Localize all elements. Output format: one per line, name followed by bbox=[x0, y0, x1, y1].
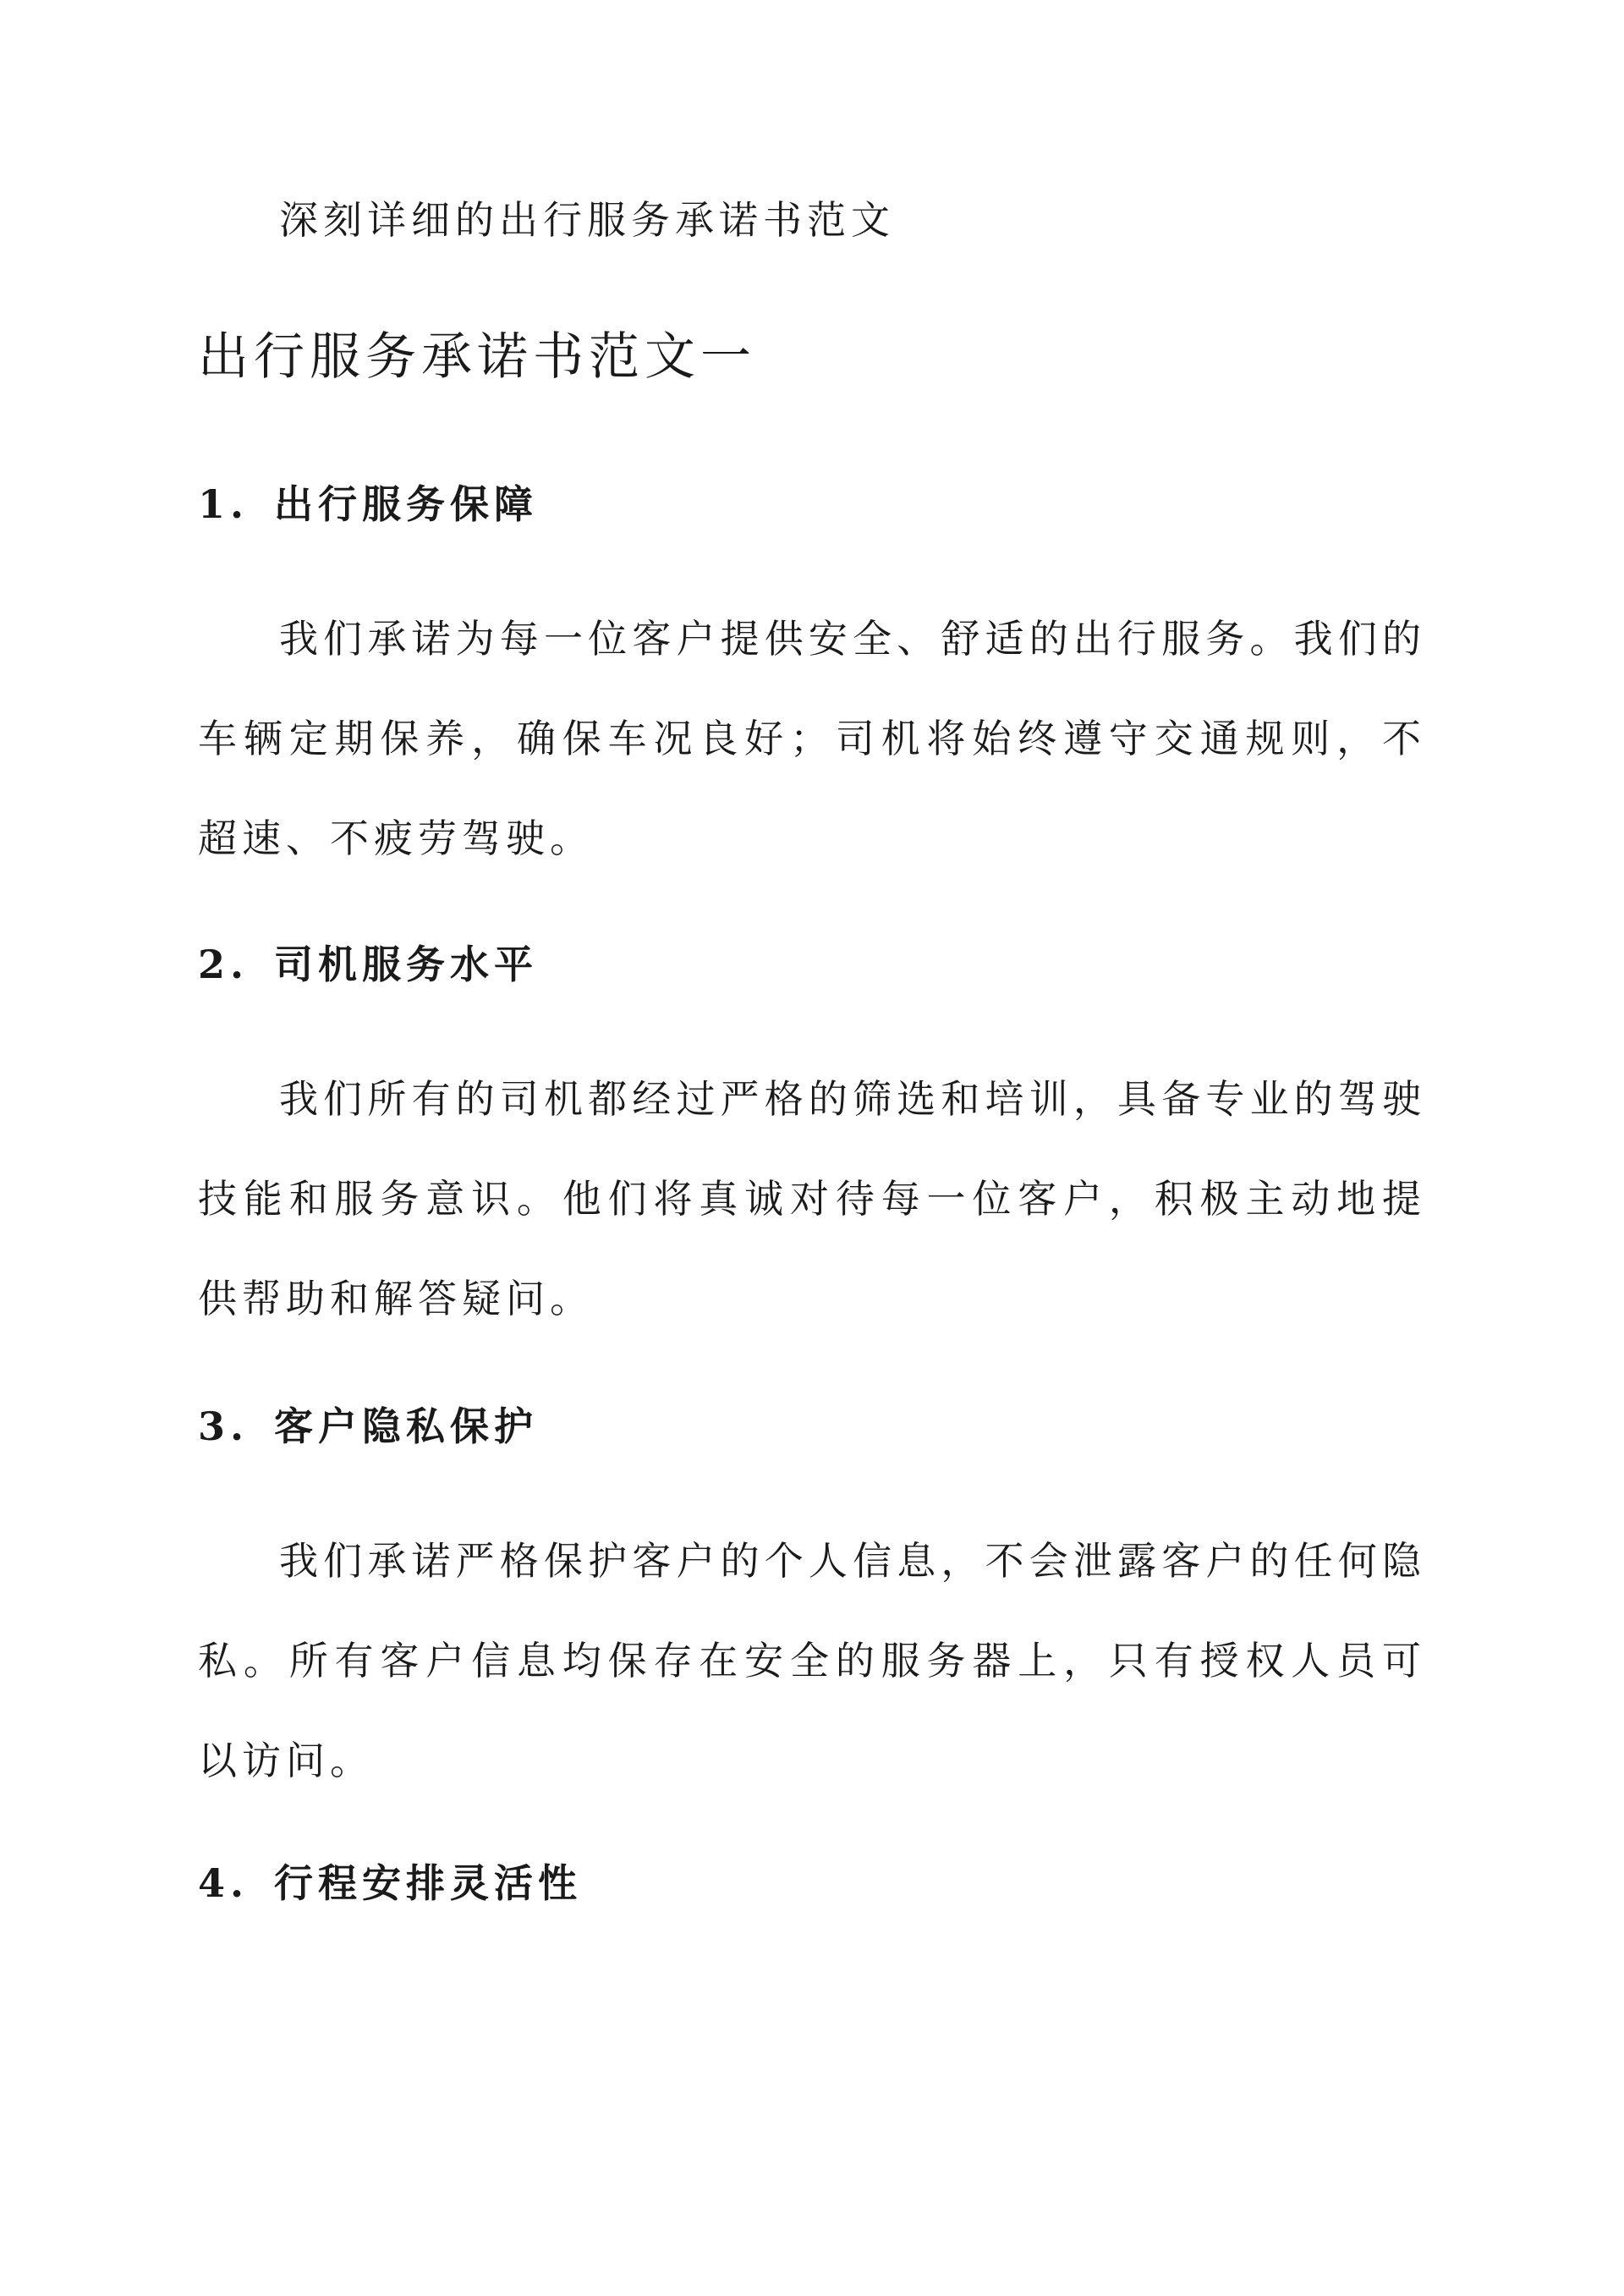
section-title: 司机服务水平 bbox=[274, 942, 538, 987]
section-1 bbox=[198, 479, 1426, 888]
section-title: 出行服务保障 bbox=[274, 481, 538, 527]
section-heading bbox=[198, 939, 1426, 990]
section-2 bbox=[198, 939, 1426, 1348]
section-body: 我们承诺为每一位客户提供安全、舒适的出行服务。我们的车辆定期保养，确保车况良好；司机将始终遵守交通规则，不超速、不疲劳驾驶。 bbox=[198, 616, 1426, 861]
section-number: 2. bbox=[198, 942, 250, 987]
section-number: 4. bbox=[198, 1860, 250, 1906]
section-number: 1. bbox=[198, 481, 250, 527]
section-title: 行程安排灵活性 bbox=[274, 1860, 582, 1906]
section-4 bbox=[198, 1858, 1426, 1909]
section-title: 客户隐私保护 bbox=[274, 1403, 538, 1449]
section-number: 3. bbox=[198, 1403, 250, 1449]
document-title: 深刻详细的出行服务承诺书范文 bbox=[279, 197, 895, 243]
section-body: 我们承诺严格保护客户的个人信息，不会泄露客户的任何隐私。所有客户信息均保存在安全的服务器上，只有授权人员可以访问。 bbox=[198, 1538, 1426, 1783]
section-heading bbox=[198, 1401, 1426, 1452]
main-heading: 出行服务承诺书范文一 bbox=[198, 327, 756, 387]
section-heading bbox=[198, 479, 1426, 530]
section-body: 我们所有的司机都经过严格的筛选和培训，具备专业的驾驶技能和服务意识。他们将真诚对待每一位客户，积极主动地提供帮助和解答疑问。 bbox=[198, 1076, 1426, 1321]
section-3 bbox=[198, 1401, 1426, 1810]
section-heading bbox=[198, 1858, 1426, 1909]
